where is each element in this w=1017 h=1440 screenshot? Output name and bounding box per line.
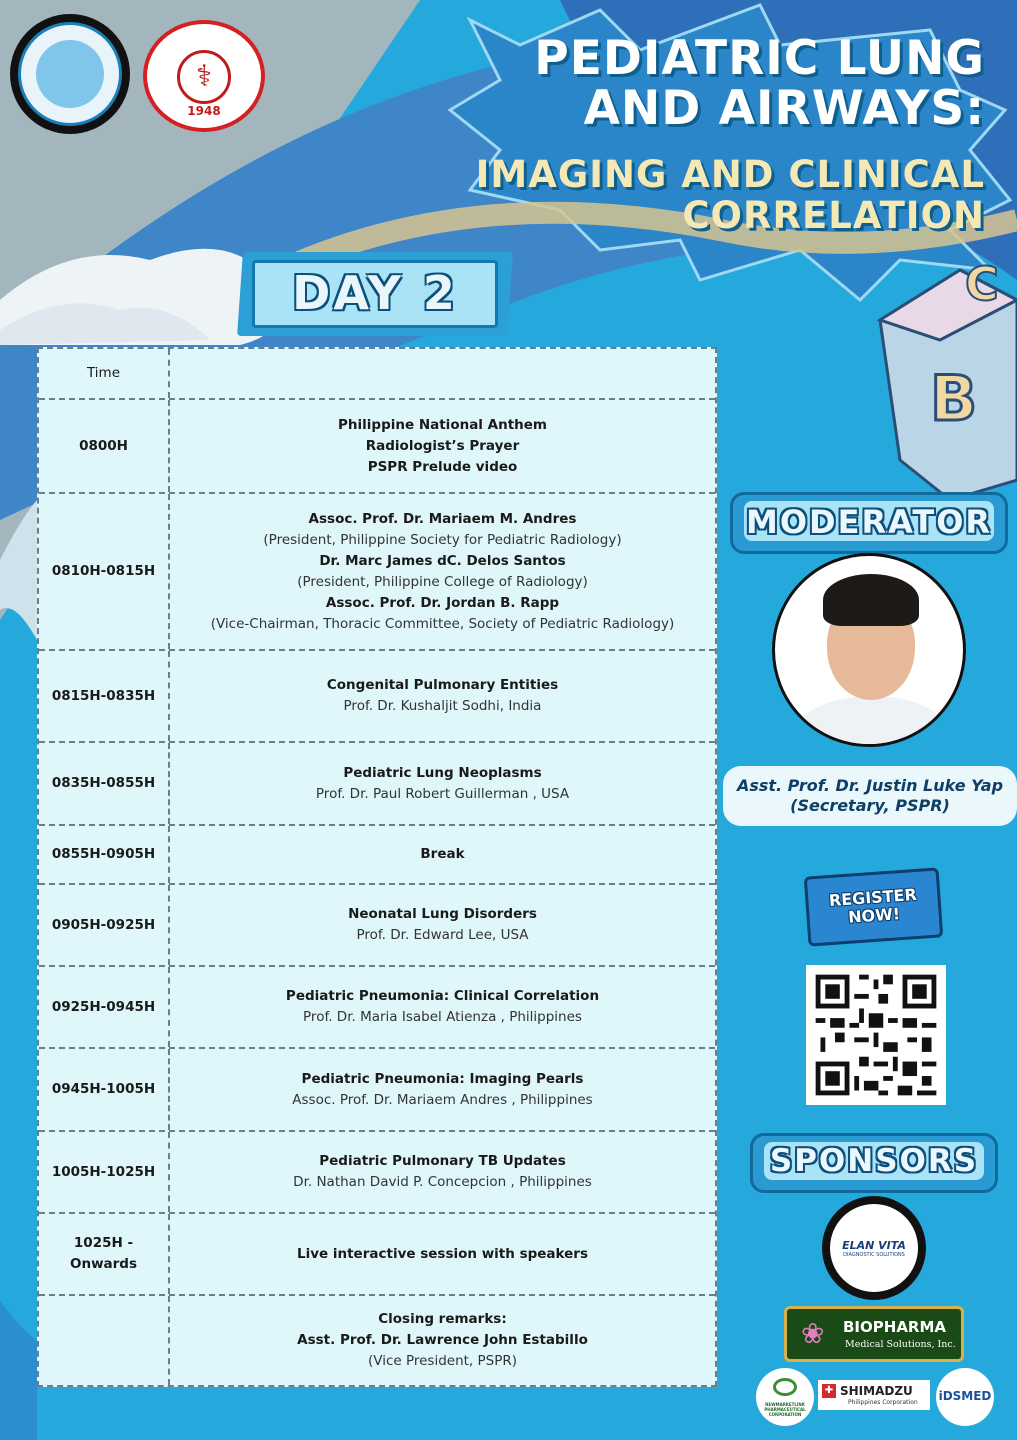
title-line-1: PEDIATRIC LUNG — [534, 31, 985, 86]
sponsors-label: SPONSORS — [769, 1143, 979, 1179]
moderator-photo — [772, 553, 966, 747]
row-time: 0855H-0905H — [39, 826, 170, 883]
moderator-name: Asst. Prof. Dr. Justin Luke Yap — [736, 776, 1004, 795]
row-time: 0815H-0835H — [39, 651, 170, 741]
moderator-banner — [730, 492, 1008, 554]
elan-vita-logo — [822, 1196, 926, 1300]
table-row — [39, 1049, 715, 1132]
table-header-row — [39, 349, 715, 400]
table-row — [39, 1132, 715, 1214]
pspr-logo — [10, 14, 130, 134]
shimadzu-logo — [818, 1380, 930, 1410]
register-line-2: NOW! — [847, 904, 901, 927]
newmarketlink-name: NEWMARKETLINK PHARMACEUTICAL CORPORATION — [764, 1402, 806, 1417]
table-row — [39, 1214, 715, 1296]
sponsors-banner — [750, 1133, 998, 1193]
register-now-button[interactable] — [804, 867, 944, 946]
row-content — [170, 400, 715, 492]
pcr-logo — [143, 20, 265, 132]
row-content — [170, 1132, 715, 1212]
pcr-logo-year: 1948 — [187, 104, 221, 118]
shimadzu-sub: Philippines Corporation — [848, 1399, 918, 1406]
row-content — [170, 826, 715, 883]
table-row — [39, 826, 715, 885]
row-line: (President, Philippine College of Radiology) — [297, 573, 588, 590]
biopharma-name: BIOPHARMA — [843, 1318, 947, 1336]
elan-vita-sub: DIAGNOSTIC SOLUTIONS — [843, 1251, 905, 1258]
table-row — [39, 651, 715, 743]
shimadzu-name: SHIMADZU — [840, 1384, 913, 1398]
row-line: Assoc. Prof. Dr. Mariaem Andres , Philippines — [292, 1091, 593, 1108]
idsmed-logo — [936, 1368, 994, 1426]
biopharma-logo — [784, 1306, 964, 1362]
row-line: Closing remarks: — [378, 1311, 507, 1327]
row-line: Dr. Marc James dC. Delos Santos — [319, 552, 566, 569]
row-content — [170, 651, 715, 741]
row-line: Pediatric Pneumonia: Clinical Correlation — [285, 988, 600, 1004]
row-line: Pediatric Lung Neoplasms — [343, 764, 542, 781]
main-title — [534, 31, 985, 136]
svg-text:C: C — [965, 257, 999, 311]
svg-text:B: B — [930, 362, 978, 435]
row-line: Prof. Dr. Maria Isabel Atienza , Philippines — [303, 1009, 582, 1025]
row-line: Live interactive session with speakers — [296, 1245, 588, 1262]
title-line-4: CORRELATION — [682, 194, 985, 237]
row-line: Assoc. Prof. Dr. Mariaem M. Andres — [308, 510, 577, 527]
subtitle — [476, 154, 985, 236]
row-content — [170, 743, 715, 824]
row-time: 1025H - Onwards — [39, 1214, 170, 1294]
row-content — [170, 494, 715, 649]
elan-vita-name: ELAN VITA — [842, 1238, 906, 1252]
register-line-1: REGISTER — [828, 884, 918, 911]
row-content — [170, 967, 715, 1047]
row-line: Asst. Prof. Dr. Lawrence John Estabillo — [297, 1332, 588, 1348]
row-line: Pediatric Pneumonia: Imaging Pearls — [301, 1070, 584, 1087]
biopharma-sub: Medical Solutions, Inc. — [845, 1339, 956, 1350]
row-time — [39, 1296, 170, 1385]
row-line: Prof. Dr. Edward Lee, USA — [356, 927, 529, 943]
newmarketlink-icon — [773, 1378, 797, 1396]
row-line: PSPR Prelude video — [367, 458, 518, 475]
moderator-name-card — [723, 766, 1017, 826]
row-time: 0925H-0945H — [39, 967, 170, 1047]
newmarketlink-logo — [756, 1368, 814, 1426]
schedule-table — [37, 347, 717, 1387]
row-line: Dr. Nathan David P. Concepcion , Philippines — [293, 1174, 592, 1190]
header-time: Time — [39, 349, 170, 398]
row-content — [170, 1296, 715, 1385]
shimadzu-icon: ✚ — [822, 1384, 836, 1398]
row-content — [170, 1049, 715, 1130]
table-row — [39, 967, 715, 1049]
lotus-icon: ❀ — [801, 1317, 825, 1350]
table-row — [39, 400, 715, 494]
title-line-3: IMAGING AND CLINICAL — [475, 153, 985, 196]
row-time: 0905H-0925H — [39, 885, 170, 965]
row-line: Philippine National Anthem — [338, 416, 547, 433]
idsmed-name: iDSMED — [938, 1389, 992, 1403]
header-content — [170, 349, 715, 398]
moderator-label: MODERATOR — [745, 503, 993, 541]
table-row — [39, 885, 715, 967]
row-line: Break — [420, 846, 465, 862]
row-line: Prof. Dr. Kushaljit Sodhi, India — [343, 698, 542, 714]
row-content — [170, 1214, 715, 1294]
row-time: 0800H — [39, 400, 170, 492]
moderator-role: (Secretary, PSPR) — [790, 796, 950, 815]
row-line: (Vice-Chairman, Thoracic Committee, Society of Pediatric Radiology) — [210, 615, 675, 632]
table-row — [39, 1296, 715, 1385]
row-line: (Vice President, PSPR) — [367, 1353, 518, 1369]
row-content — [170, 885, 715, 965]
day-banner — [240, 252, 510, 336]
row-line: Neonatal Lung Disorders — [348, 906, 537, 922]
table-row — [39, 494, 715, 651]
row-line: (President, Philippine Society for Pediatric Radiology) — [263, 531, 622, 548]
row-line: Assoc. Prof. Dr. Jordan B. Rapp — [325, 594, 560, 611]
title-line-2: AND AIRWAYS: — [583, 81, 985, 136]
day-label: DAY 2 — [292, 266, 458, 320]
row-line: Pediatric Pulmonary TB Updates — [319, 1153, 566, 1169]
row-line: Radiologist’s Prayer — [365, 437, 520, 454]
row-line: Prof. Dr. Paul Robert Guillerman , USA — [315, 785, 570, 802]
table-row — [39, 743, 715, 826]
row-line: Congenital Pulmonary Entities — [326, 677, 559, 693]
row-time: 0810H-0815H — [39, 494, 170, 649]
row-time: 1005H-1025H — [39, 1132, 170, 1212]
row-time: 0835H-0855H — [39, 743, 170, 824]
registration-qr-code[interactable] — [806, 965, 946, 1105]
row-time: 0945H-1005H — [39, 1049, 170, 1130]
